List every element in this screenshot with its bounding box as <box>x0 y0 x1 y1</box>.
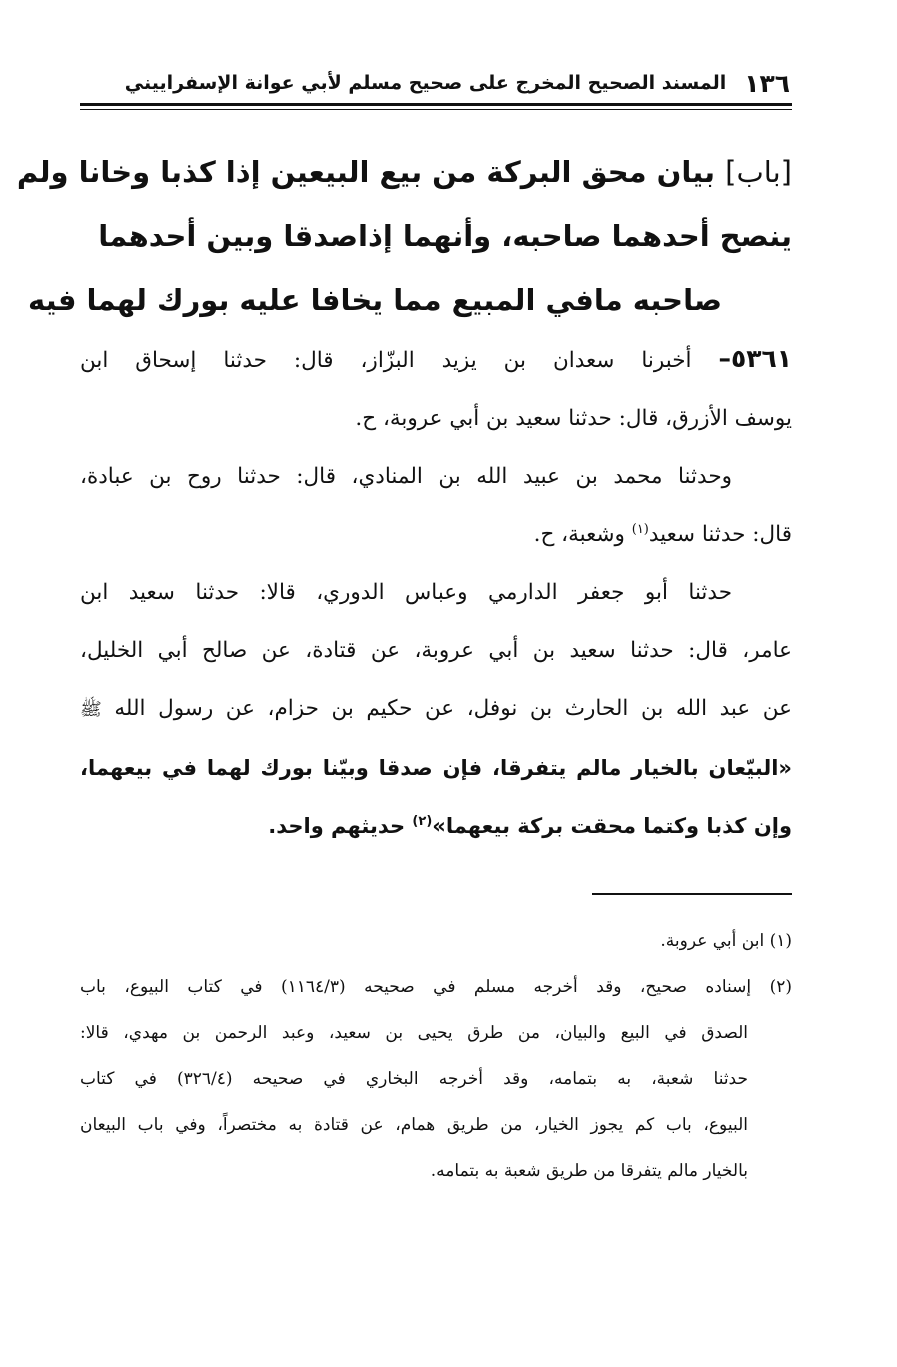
paragraph-3-line-3 <box>80 680 792 739</box>
running-title: المسند الصحيح المخرج على صحيح مسلم لأبي عوانة الإسفراييني <box>124 72 727 94</box>
paragraph-3-line-1: حدثنا أبو جعفر الدارمي وعباس الدوري، قالا: حدثنا سعيد ابن <box>80 580 732 605</box>
paragraph-1-line-1 <box>80 330 792 390</box>
hadith-number: ٥٣٦١– <box>718 344 792 373</box>
paragraph-1-text-1: أخبرنا سعدان بن يزيد البزّاز، قال: حدثنا إسحاق ابن <box>80 348 692 373</box>
paragraph-1-line-2: يوسف الأزرق، قال: حدثنا سعيد بن أبي عروبة، ح. <box>355 406 792 431</box>
chapter-heading-line-2: ينصح أحدهما صاحبه، وأنهما إذاصدقا وبين أحدهما <box>98 219 792 253</box>
paragraph-2-text-2a: قال: حدثنا سعيد <box>648 522 792 547</box>
paragraph-3-line-2: عامر، قال: حدثنا سعيد بن أبي عروبة، عن قتادة، عن صالح أبي الخليل، <box>80 638 792 663</box>
footnotes <box>80 918 792 1194</box>
footnote-2-line-3: حدثنا شعبة، به بتمامه، وقد أخرجه البخاري في صحيحه (٣٢٦/٤) في كتاب <box>80 1069 748 1089</box>
salawat-ligature: ﷺ <box>80 699 102 720</box>
footnote-1: (١) ابن أبي عروبة. <box>660 931 792 951</box>
chapter-heading <box>16 140 792 332</box>
chapter-heading-text-1: بيان محق البركة من بيع البيعين إذا كذبا وخانا ولم <box>16 155 716 189</box>
header-rule <box>80 103 792 106</box>
chapter-heading-line-3: صاحبه مافي المبيع مما يخافا عليه بورك لهما فيه <box>28 283 722 317</box>
footnote-ref-2: (٢) <box>412 814 433 829</box>
chapter-heading-line-1 <box>16 140 792 204</box>
paragraph-2-line-1: وحدثنا محمد بن عبيد الله بن المنادي، قال: حدثنا روح بن عبادة، <box>80 464 732 489</box>
hadith-matn-text-2a: وإن كذبا وكتما محقت بركة بيعهما» <box>432 814 792 838</box>
footnote-ref-1: (١) <box>631 521 649 537</box>
chapter-bab-label: [باب] <box>725 155 792 189</box>
hadith-matn-text-2b: حديثهم واحد. <box>268 814 406 838</box>
footnote-2-line-1: (٢) إسناده صحيح، وقد أخرجه مسلم في صحيحه (١١٦٤/٣) في كتاب البيوع، باب <box>80 977 792 997</box>
hadith-matn-line-2 <box>80 797 792 855</box>
paragraph-2-line-2 <box>80 506 792 564</box>
page-number: ١٣٦ <box>744 68 790 98</box>
footnote-separator <box>592 893 792 895</box>
footnote-2-line-4: البيوع، باب كم يجوز الخيار، من طريق همام، عن قتادة به مختصراً، وفي باب البيعان <box>80 1115 748 1135</box>
paragraph-2-text-2b: وشعبة، ح. <box>533 522 625 547</box>
footnote-2-line-5: بالخيار مالم يتفرقا من طريق شعبة به بتمامه. <box>430 1161 748 1181</box>
footnote-2-line-2: الصدق في البيع والبيان، من طرق يحيى بن سعيد، وعبد الرحمن بن مهدي، قالا: <box>80 1023 748 1043</box>
hadith-body <box>80 330 792 855</box>
running-header <box>80 66 790 100</box>
header-rule-thin <box>80 109 792 110</box>
hadith-matn-line-1: «البيّعان بالخيار مالم يتفرقا، فإن صدقا وبيّنا بورك لهما في بيعهما، <box>80 756 792 780</box>
paragraph-3-text-3: عن عبد الله بن الحارث بن نوفل، عن حكيم بن حزام، عن رسول الله <box>114 696 792 721</box>
